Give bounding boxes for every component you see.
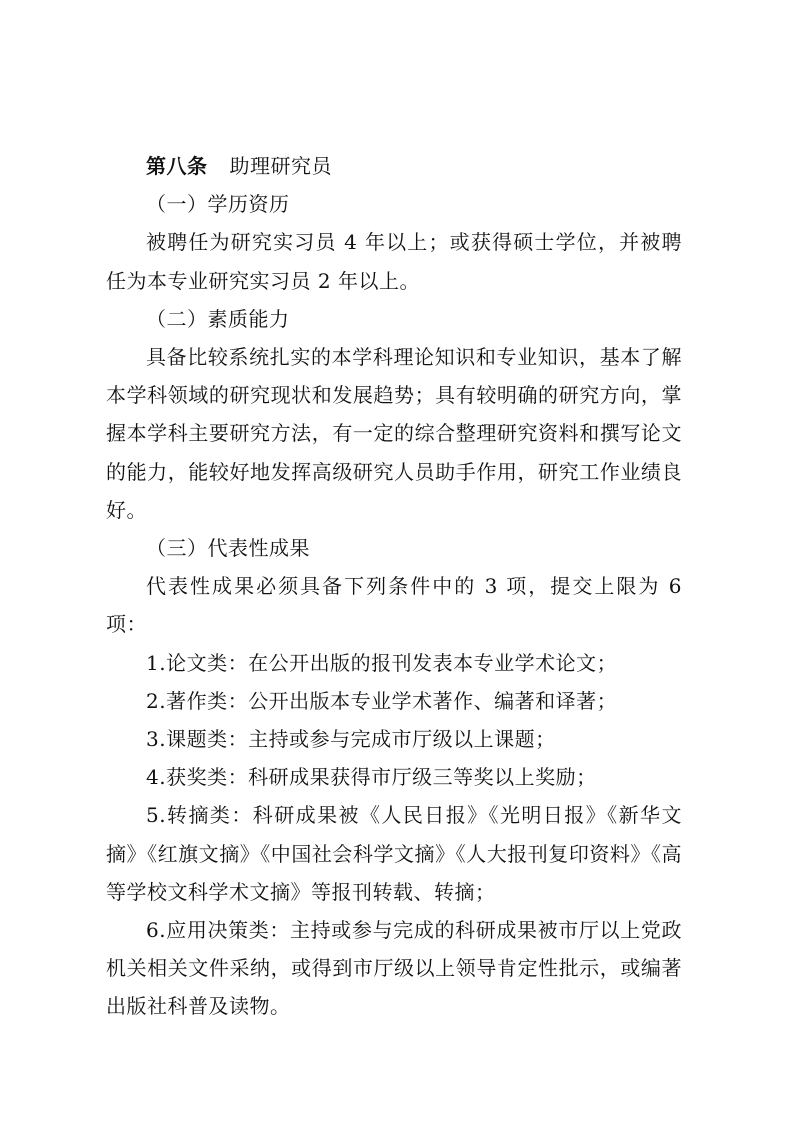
- paragraph-achievements-intro: 代表性成果必须具备下列条件中的 3 项，提交上限为 6 项：: [106, 574, 682, 637]
- article-title: 助理研究员: [229, 154, 332, 178]
- paragraph-quality: 具备比较系统扎实的本学科理论知识和专业知识，基本了解本学科领域的研究现状和发展趋势；具有较明确的研究方向，掌握本学科主要研究方法，有一定的综合整理研究资料和撰写论文的能力，能较好地发挥高级研究人员助手作用，研究工作业绩良好。: [106, 345, 682, 522]
- section-heading-education: （一）学历资历: [146, 192, 290, 217]
- list-item: 2.著作类：公开出版本专业学术著作、编著和译著；: [146, 688, 618, 713]
- list-item: 6.应用决策类：主持或参与完成的科研成果被市厅以上党政机关相关文件采纳，或得到市厅级以上领导肯定性批示，或编著出版社科普及读物。: [106, 918, 682, 1019]
- section-heading-achievements: （三）代表性成果: [146, 536, 310, 561]
- list-item: 4.获奖类：科研成果获得市厅级三等奖以上奖励；: [146, 765, 597, 790]
- article-heading: [106, 147, 682, 185]
- list-item: 1.论文类：在公开出版的报刊发表本专业学术论文；: [146, 650, 618, 675]
- paragraph-education: 被聘任为研究实习员 4 年以上；或获得硕士学位，并被聘任为本专业研究实习员 2 年以上。: [106, 230, 682, 293]
- section-heading-quality: （二）素质能力: [146, 306, 290, 331]
- list-item: 5.转摘类：科研成果被《人民日报》《光明日报》《新华文摘》《红旗文摘》《中国社会科学文摘》《人大报刊复印资料》《高等学校文科学术文摘》等报刊转载、转摘；: [106, 803, 682, 904]
- document-body: [106, 147, 682, 1026]
- article-number: 第八条: [146, 154, 208, 178]
- list-item: 3.课题类：主持或参与完成市厅级以上课题；: [146, 727, 556, 752]
